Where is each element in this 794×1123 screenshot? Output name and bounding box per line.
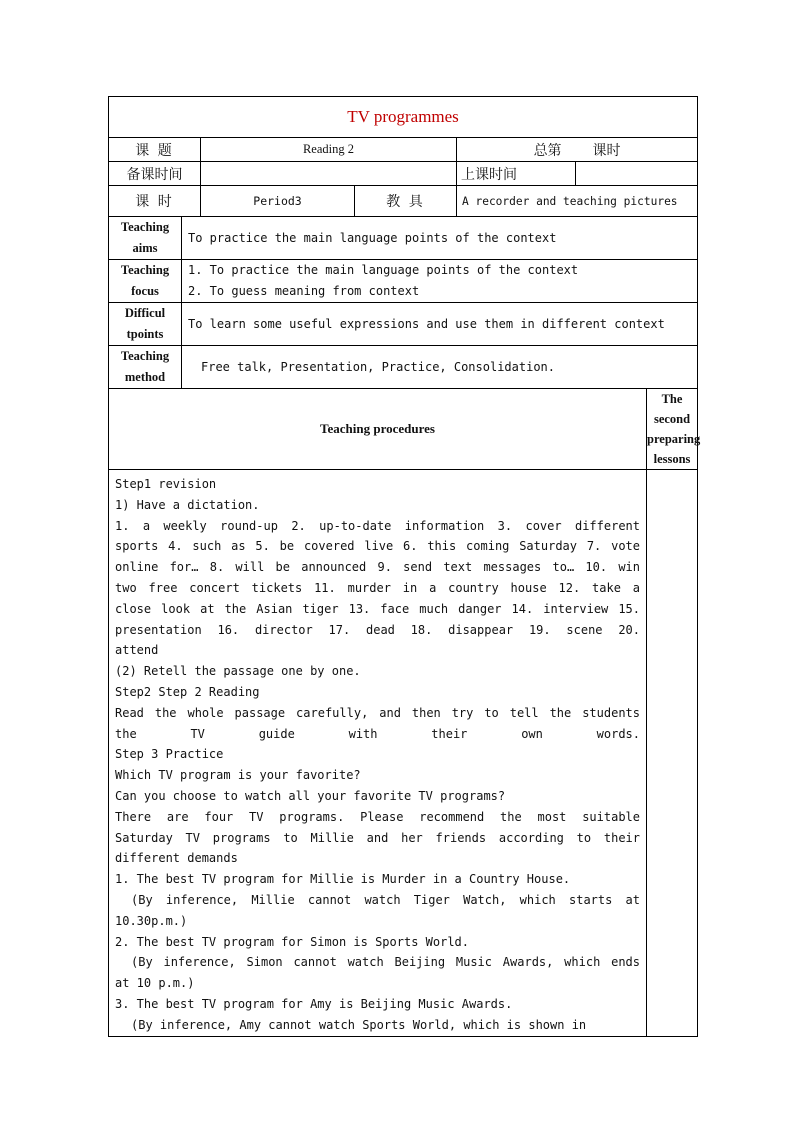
- procedure-line: (By inference, Millie cannot watch Tiger Watch, which starts at: [131, 892, 640, 907]
- method-label: [109, 346, 182, 389]
- second-line-3: lessons: [653, 452, 691, 466]
- procedures-body-row: [109, 470, 698, 1037]
- procedure-line: Read the whole passage carefully, and then try to tell the students: [115, 705, 640, 720]
- aims-value: To practice the main language points of the context: [182, 217, 698, 260]
- second-preparing-heading: [647, 389, 701, 470]
- difficult-label-line-2: tpoints: [126, 327, 164, 341]
- teaching-aids-value: A recorder and teaching pictures: [457, 186, 698, 217]
- class-time-label: 上课时间: [457, 162, 576, 186]
- procedure-line: at 10 p.m.): [115, 976, 195, 991]
- procedure-line: 10.30p.m.): [115, 913, 188, 928]
- prep-time-label: 备课时间: [109, 162, 201, 186]
- prep-time-value: [201, 162, 457, 186]
- difficult-row: [109, 303, 698, 346]
- focus-label-line-2: focus: [131, 284, 159, 298]
- procedure-line: Can you choose to watch all your favorite TV programs?: [115, 788, 506, 803]
- procedure-line: Which TV program is your favorite?: [115, 768, 361, 783]
- second-line-2: preparing: [647, 432, 701, 446]
- procedure-line: (By inference, Amy cannot watch Sports World, which is shown in: [131, 1017, 587, 1032]
- difficult-value: To learn some useful expressions and use them in different context: [182, 303, 698, 346]
- period-row: [109, 186, 698, 217]
- focus-label: [109, 260, 182, 303]
- teaching-aids-label: 教 具: [355, 186, 457, 217]
- topic-value: Reading 2: [201, 138, 457, 162]
- method-row: [109, 346, 698, 389]
- method-label-line-2: method: [124, 370, 166, 384]
- focus-label-line-1: Teaching: [120, 263, 170, 277]
- procedure-line: different demands: [115, 851, 238, 866]
- aims-label: [109, 217, 182, 260]
- difficult-label: [109, 303, 182, 346]
- second-line-1: The second: [653, 392, 691, 426]
- procedure-line: 1. a weekly round-up 2. up-to-date information 3. cover different: [115, 518, 640, 533]
- lesson-count-label: 课时: [592, 142, 621, 159]
- focus-point-1: 1. To practice the main language points of the context: [188, 263, 579, 277]
- lesson-plan-table: [108, 96, 701, 1037]
- procedures-heading: Teaching procedures: [109, 389, 647, 470]
- lesson-plan: [108, 96, 701, 1037]
- focus-value: [182, 260, 698, 303]
- topic-row: [109, 138, 698, 162]
- procedure-line: presentation 16. director 17. dead 18. disappear 19. scene 20.: [115, 622, 640, 637]
- focus-row: [109, 260, 698, 303]
- procedure-lines: [115, 474, 640, 1036]
- procedure-line: (By inference, Simon cannot watch Beijing Music Awards, which ends: [131, 955, 640, 970]
- procedure-line: There are four TV programs. Please recommend the most suitable: [115, 809, 640, 824]
- class-time-value: [576, 162, 698, 186]
- page-title: TV programmes: [109, 97, 698, 138]
- method-value: Free talk, Presentation, Practice, Consolidation.: [182, 346, 698, 389]
- period-label: 课 时: [109, 186, 201, 217]
- procedure-line: 3. The best TV program for Amy is Beijing Music Awards.: [115, 996, 513, 1011]
- difficult-label-line-1: Difficul: [124, 306, 166, 320]
- procedure-line: 2. The best TV program for Simon is Sports World.: [115, 934, 470, 949]
- total-lessons-cell: [457, 138, 698, 162]
- procedures-header-row: [109, 389, 698, 470]
- procedure-line: Saturday TV programs to Millie and her friends according to their: [115, 830, 640, 845]
- procedure-line: close look at the Asian tiger 13. face much danger 14. interview 15.: [115, 601, 640, 616]
- aims-label-line-1: Teaching: [120, 220, 170, 234]
- focus-point-2: 2. To guess meaning from context: [188, 284, 420, 298]
- aims-label-line-2: aims: [132, 241, 158, 255]
- topic-label: 课 题: [109, 138, 201, 162]
- second-preparing-notes: [647, 470, 698, 1037]
- procedure-line: Step1 revision: [115, 477, 217, 491]
- procedure-line: Step2 Step 2 Reading: [115, 684, 260, 699]
- procedures-content: [109, 470, 647, 1037]
- period-value: Period3: [201, 186, 355, 217]
- procedure-line: the TV guide with their own words.: [115, 726, 640, 741]
- procedure-line: 1) Have a dictation.: [115, 497, 260, 512]
- procedure-line: online for… 8. will be announced 9. send text messages to… 10. win: [115, 560, 640, 575]
- procedure-line: attend: [115, 643, 159, 658]
- aims-row: [109, 217, 698, 260]
- method-label-line-1: Teaching: [120, 349, 170, 363]
- procedure-line: (2) Retell the passage one by one.: [115, 664, 361, 679]
- procedure-line: sports 4. such as 5. be covered live 6. this coming Saturday 7. vote: [115, 539, 640, 554]
- procedure-line: Step 3 Practice: [115, 747, 224, 762]
- time-row: [109, 162, 698, 186]
- procedure-line: two free concert tickets 11. murder in a country house 12. take a: [115, 580, 640, 595]
- procedure-line: 1. The best TV program for Millie is Murder in a Country House.: [115, 872, 571, 887]
- total-label: 总第: [533, 142, 562, 159]
